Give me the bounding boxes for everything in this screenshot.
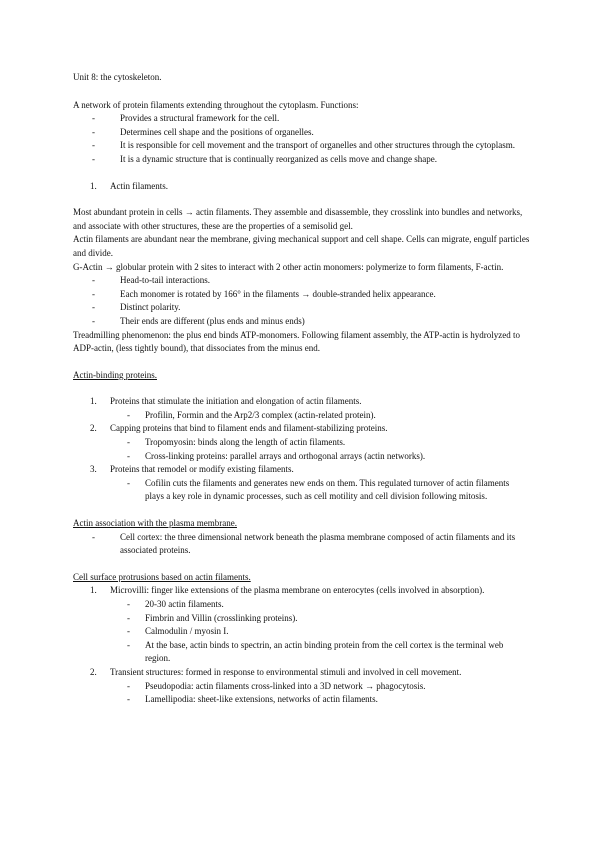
list-item: - Tropomyosin: binds along the length of actin filaments.	[73, 436, 530, 450]
item-text: Microvilli: finger like extensions of the plasma membrane on enterocytes (cells involved in absorption).	[110, 585, 485, 596]
treadmilling-paragraph: Treadmilling phenomenon: the plus end binds ATP-monomers. Following filament assembly, the ATP-actin is hydrolyzed to ADP-actin, (less tightly bound), that dissociates from the minus end.	[73, 329, 521, 354]
binding-sublist	[73, 436, 530, 463]
protrusions-sublist	[73, 680, 530, 707]
list-item: - At the base, actin binds to spectrin, an actin binding protein from the cell cortex is the terminal web region.	[73, 639, 530, 666]
item-number: 3.	[90, 464, 97, 475]
list-item	[73, 666, 530, 680]
actin-points-list	[73, 274, 530, 328]
list-item	[73, 395, 530, 409]
protrusions-sublist	[73, 598, 530, 666]
binding-list	[73, 395, 530, 409]
list-item	[73, 422, 530, 436]
item-text: Proteins that stimulate the initiation and elongation of actin filaments.	[110, 396, 362, 407]
list-item: - Determines cell shape and the positions of organelles.	[73, 126, 530, 140]
list-item	[73, 463, 530, 477]
actin-paragraph-1: Most abundant protein in cells → actin filaments. They assemble and disassemble, they crosslink into bundles and networks, and associate with other structures, these are the properties of a semisolid gel.	[73, 207, 523, 231]
section-label: Actin filaments.	[110, 180, 168, 191]
membrane-list	[73, 531, 530, 558]
list-item: - Each monomer is rotated by 166° in the filaments → double-stranded helix appearance.	[73, 288, 530, 302]
item-text: Proteins that remodel or modify existing filaments.	[110, 464, 294, 475]
list-item: - Profilin, Formin and the Arp2/3 complex (actin-related protein).	[73, 409, 530, 423]
item-number: 2.	[90, 423, 97, 434]
list-item: - Provides a structural framework for the cell.	[73, 112, 530, 126]
list-item: - Cross-linking proteins: parallel arrays and orthogonal arrays (actin networks).	[73, 450, 530, 464]
list-item: - Their ends are different (plus ends and minus ends)	[73, 315, 530, 329]
page-title: Unit 8: the cytoskeleton.	[73, 72, 162, 82]
item-number: 1.	[90, 585, 97, 596]
actin-paragraph-2: Actin filaments are abundant near the membrane, giving mechanical support and cell shape. Cells can migrate, engulf particles and divide.	[73, 234, 530, 258]
list-item: - Cell cortex: the three dimensional network beneath the plasma membrane composed of actin filaments and its associated proteins.	[73, 531, 530, 558]
list-item: - Head-to-tail interactions.	[73, 274, 530, 288]
item-number: 2.	[90, 666, 97, 677]
item-number: 1.	[90, 396, 97, 407]
list-item	[73, 584, 530, 598]
list-item: - Distinct polarity.	[73, 301, 530, 315]
list-item: - Cofilin cuts the filaments and generates new ends on them. This regulated turnover of actin filaments plays a key role in dynamic processes, such as cell motility and cell division following mitosis.	[73, 477, 530, 504]
list-item: - Lamellipodia: sheet-like extensions, networks of actin filaments.	[73, 693, 530, 707]
section-1-heading	[73, 180, 530, 194]
binding-list	[73, 463, 530, 477]
functions-list	[73, 112, 530, 166]
list-item: - Fimbrin and Villin (crosslinking proteins).	[73, 612, 530, 626]
membrane-heading: Actin association with the plasma membrane.	[73, 518, 237, 529]
protrusions-list	[73, 584, 530, 598]
list-item: - Pseudopodia: actin filaments cross-linked into a 3D network → phagocytosis.	[73, 680, 530, 694]
binding-list	[73, 422, 530, 436]
item-text: Capping proteins that bind to filament ends and filament-stabilizing proteins.	[110, 423, 388, 434]
actin-paragraph-3: G-Actin → globular protein with 2 sites to interact with 2 other actin monomers: polymerize to form filaments, F-actin.	[73, 261, 504, 272]
list-item: - It is responsible for cell movement and the transport of organelles and other structures through the cytoplasm.	[73, 139, 530, 153]
actin-binding-heading: Actin-binding proteins.	[73, 369, 157, 380]
intro-text: A network of protein filaments extending throughout the cytoplasm. Functions:	[73, 99, 359, 110]
document-content	[73, 71, 530, 707]
binding-sublist	[73, 409, 530, 423]
list-item: - Calmodulin / myosin I.	[73, 625, 530, 639]
protrusions-list	[73, 666, 530, 680]
protrusions-heading: Cell surface protrusions based on actin filaments.	[73, 571, 251, 582]
list-item: - 20-30 actin filaments.	[73, 598, 530, 612]
item-text: Transient structures: formed in response to environmental stimuli and involved in cell movement.	[110, 666, 462, 677]
section-number: 1.	[90, 180, 97, 191]
binding-sublist	[73, 477, 530, 504]
list-item: - It is a dynamic structure that is continually reorganized as cells move and change shape.	[73, 153, 530, 167]
